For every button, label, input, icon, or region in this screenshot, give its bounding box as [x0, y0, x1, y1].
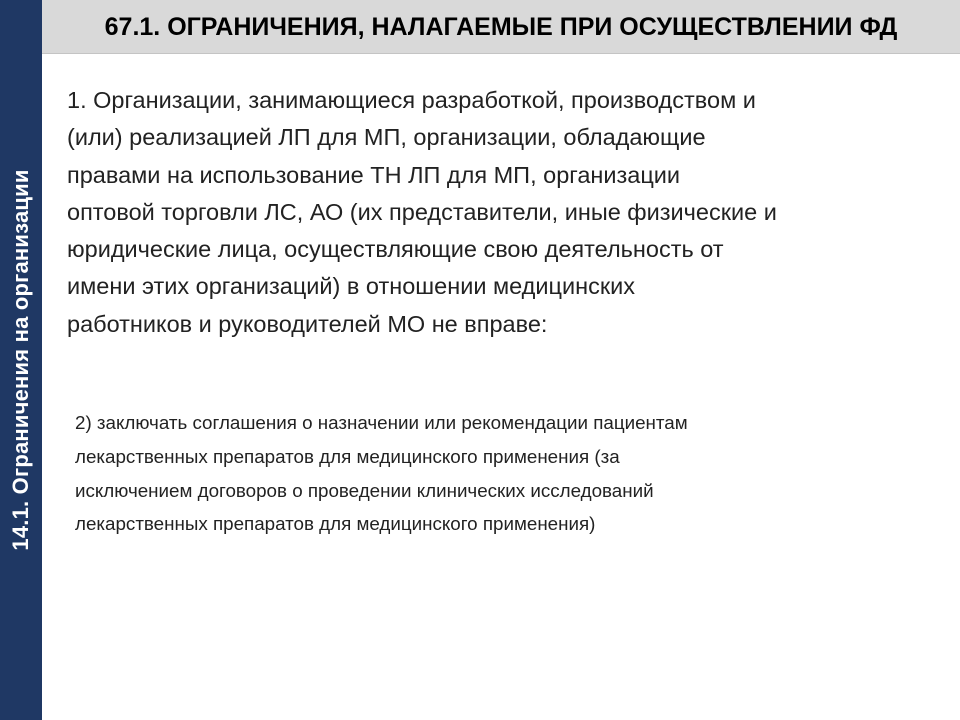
main-paragraph-line: оптовой торговли ЛС, АО (их представители, иные физические и: [67, 198, 777, 225]
main-paragraph-line: имени этих организаций) в отношении медицинских: [67, 273, 635, 300]
sub-paragraph-line: лекарственных препаратов для медицинского применения (за: [75, 445, 620, 467]
main-paragraph-line: работников и руководителей МО не вправе:: [67, 310, 548, 337]
main-paragraph: [67, 82, 947, 343]
sub-paragraph-line: лекарственных препаратов для медицинского применения): [75, 513, 596, 535]
sub-paragraph-line: исключением договоров о проведении клинических исследований: [75, 479, 654, 501]
main-paragraph-line: 1. Организации, занимающиеся разработкой, производством и: [67, 87, 756, 113]
main-paragraph-line: правами на использование ТН ЛП для МП, организации: [67, 161, 681, 188]
main-paragraph-line: (или) реализацией ЛП для МП, организации, обладающие: [67, 124, 706, 151]
slide-title: 67.1. ОГРАНИЧЕНИЯ, НАЛАГАЕМЫЕ ПРИ ОСУЩЕСТВЛЕНИИ ФД: [104, 13, 898, 41]
side-section-label: 14.1. Ограничения на организации: [8, 169, 33, 551]
main-paragraph-line: юридические лица, осуществляющие свою деятельность от: [67, 236, 724, 263]
sub-paragraph: [75, 406, 935, 541]
sub-paragraph-line: 2) заключать соглашения о назначении или рекомендации пациентам: [75, 412, 688, 433]
title-bar: [42, 0, 960, 54]
side-bar: [0, 0, 42, 720]
